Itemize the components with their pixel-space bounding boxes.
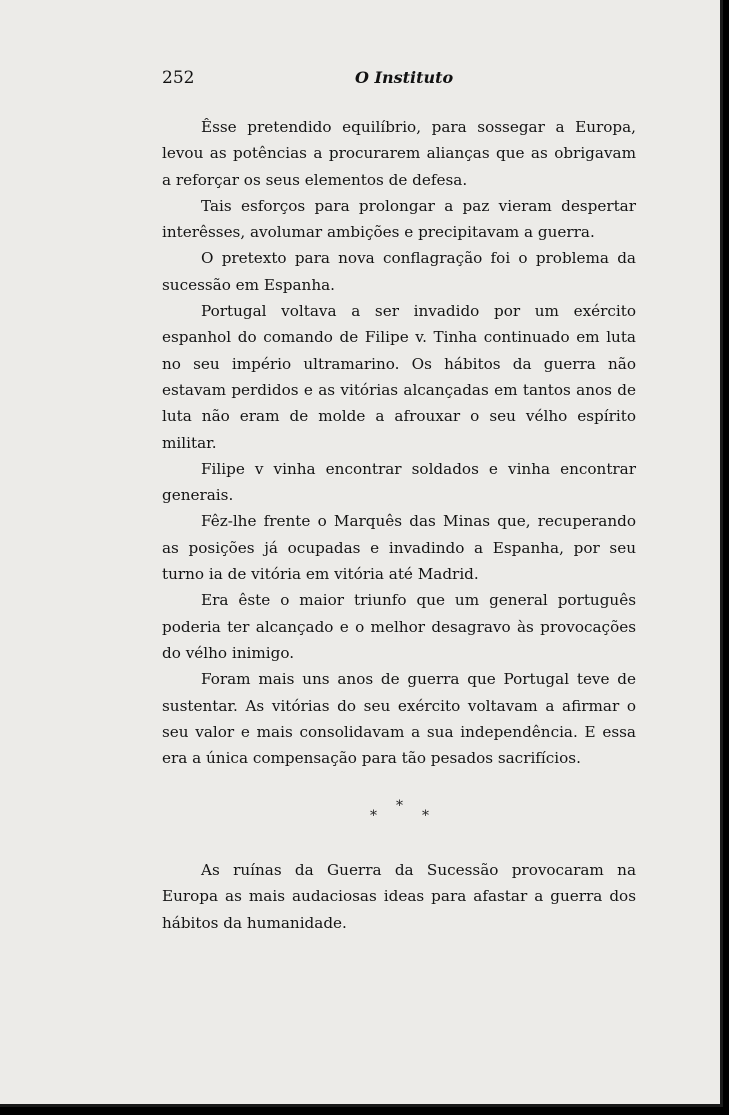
separator-star: *	[396, 798, 403, 814]
section-separator	[358, 798, 438, 828]
paragraph: As ruínas da Guerra da Sucessão provocaram na Europa as mais audaciosas ideas para afastar a guerra dos hábitos da humanidade.	[162, 861, 636, 932]
paragraph: Foram mais uns anos de guerra que Portugal teve de sustentar. As vitórias do seu exército voltavam a afirmar o seu valor e mais consolidavam a sua independência. E essa era a única compensação para tão pesados sacrifícios.	[162, 670, 636, 768]
page-header	[162, 68, 642, 94]
separator-star: *	[370, 808, 377, 824]
page-number: 252	[162, 68, 195, 88]
paragraph: Tais esforços para prolongar a paz vieram despertar interêsses, avolumar ambições e precipitavam a guerra.	[162, 196, 636, 242]
paragraph: Êsse pretendido equilíbrio, para sossegar a Europa, levou as potências a procurarem alianças que as obrigavam a reforçar os seus elementos de defesa.	[162, 118, 636, 189]
final-text-block	[162, 857, 636, 936]
paragraph: Filipe v vinha encontrar soldados e vinha encontrar generais.	[162, 459, 636, 505]
running-title: O Instituto	[355, 68, 454, 87]
paragraph: Era êste o maior triunfo que um general português poderia ter alcançado e o melhor desagravo às provocações do vélho inimigo.	[162, 591, 636, 662]
paragraph: Fêz-lhe frente o Marquês das Minas que, recuperando as posições já ocupadas e invadindo a Espanha, por seu turno ia de vitória em vitória até Madrid.	[162, 512, 636, 584]
paragraph: O pretexto para nova conflagração foi o problema da sucessão em Espanha.	[162, 249, 636, 294]
body-text	[162, 114, 636, 771]
paragraph: Portugal voltava a ser invadido por um exército espanhol do comando de Filipe v. Tinha continuado em luta no seu império ultramarino. Os hábitos da guerra não estavam perdidos e as vitórias alcançadas em tantos anos de luta não eram de molde a afrouxar o seu vélho espírito militar.	[162, 302, 636, 452]
separator-star: *	[422, 808, 429, 824]
